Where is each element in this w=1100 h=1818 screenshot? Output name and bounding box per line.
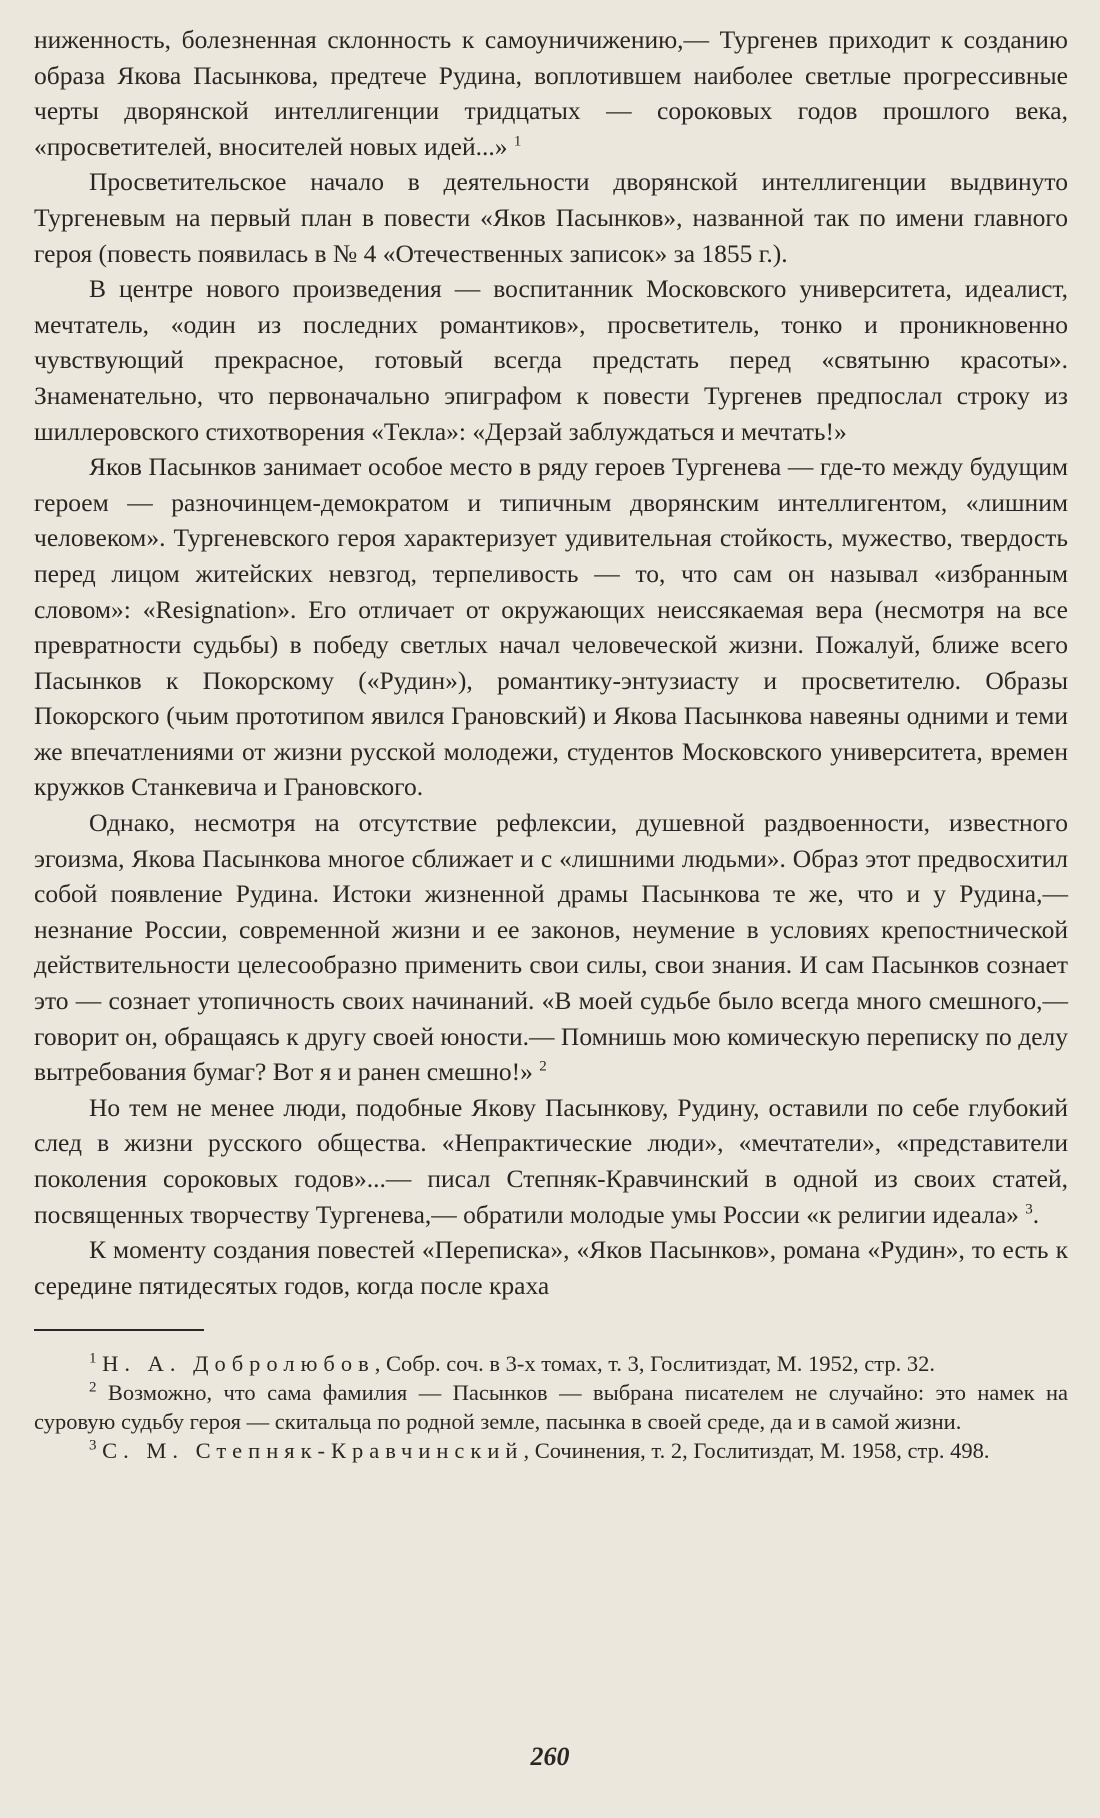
page-body (34, 22, 1068, 1465)
footnote-mark: 2 (89, 1379, 97, 1396)
paragraph-text: Яков Пасынков занимает особое место в ряду героев Тургенева — где-то между будущим героем — разночинцем-демократом и типичным дворянским интеллигентом, «лишним человеком». Тургеневского героя характеризует удивительная стойкость, мужество, твердость перед лицом житейских невзгод, терпеливость — то, что сам он называл «избранным словом»: «Resignation». Его отличает от окружающих неиссякаемая вера (несмотря на все превратности судьбы) в победу светлых начал человеческой жизни. Пожалуй, ближе всего Пасынков к Покорскому («Рудин»), романтику-энтузиасту и просветителю. Образы Покорского (чьим прототипом явился Грановский) и Якова Пасынкова навеяны одними и теми же впечатлениями от жизни русской молодежи, студентов Московского университета, времен кружков Станкевича и Грановского. (34, 452, 1068, 802)
footnote-1 (34, 1349, 1068, 1378)
footnote-ref[interactable]: 2 (539, 1058, 547, 1075)
footnote-author: Н. А. Добролюбов (102, 1351, 375, 1377)
paragraph-tail: . (1032, 1199, 1040, 1229)
paragraph-5 (34, 805, 1068, 1090)
paragraph-text: Однако, несмотря на отсутствие рефлексии, душевной раздвоенности, известного эгоизма, Якова Пасынкова многое сближает и с «лишними людьми». Образ этот предвосхитил собой появление Рудина. Истоки жизненной драмы Пасынкова те же, что и у Рудина,— незнание России, современной жизни и ее законов, неумение в условиях крепостнической действительности целесообразно применить свои силы, свои знания. И сам Пасынков сознает это — сознает утопичность своих начинаний. «В моей судьбе было всегда много смешного,— говорит он, обращаясь к другу своей юности.— Помнишь мою комическую переписку по делу вытребования бумаг? Вот я и ранен смешно!» (34, 808, 1068, 1087)
footnote-ref[interactable]: 1 (513, 133, 522, 150)
footnote-author: С. М. Степняк-Кравчинский (102, 1438, 524, 1464)
footnote-divider (34, 1329, 204, 1331)
paragraph-text: ниженность, болезненная склонность к самоуничижению,— Тургенев приходит к созданию образа Якова Пасынкова, предтече Рудина, воплотившем наиболее светлые прогрессивные черты дворянской интеллигенции тридцатых — сороковых годов прошлого века, «просветителей, вносителей новых идей...» (34, 25, 1068, 161)
footnote-ref[interactable]: 3 (1025, 1201, 1033, 1218)
footnote-text: Возможно, что сама фамилия — Пасынков — выбрана писателем не случайно: это намек на суровую судьбу героя — скитальца по родной земле, пасынка в своей среде, да и в самой жизни. (34, 1380, 1068, 1435)
paragraph-1 (34, 22, 1068, 164)
paragraph-7 (34, 1232, 1068, 1303)
footnote-2 (34, 1378, 1068, 1436)
footnote-mark: 3 (89, 1437, 97, 1454)
paragraph-text: Просветительское начало в деятельности дворянской интеллигенции выдвинуто Тургеневым на первый план в повести «Яков Пасынков», названной так по имени главного героя (повесть появилась в № 4 «Отечественных записок» за 1855 г.). (34, 167, 1068, 268)
page-number: 260 (530, 1742, 570, 1771)
paragraph-text: К моменту создания повестей «Переписка», «Яков Пасынков», романа «Рудин», то есть к середине пятидесятых годов, когда после краха (34, 1235, 1068, 1300)
paragraph-3 (34, 271, 1068, 449)
paragraph-text: Но тем не менее люди, подобные Якову Пасынкову, Рудину, оставили по себе глубокий след в жизни русского общества. «Непрактические люди», «мечтатели», «представители поколения сороковых годов»...— писал Степняк-Кравчинский в одной из своих статей, посвященных творчеству Тургенева,— обратили молодые умы России «к религии идеала» (34, 1092, 1068, 1229)
footnote-text: , Собр. соч. в 3-х томах, т. 3, Гослитиздат, М. 1952, стр. 32. (374, 1351, 936, 1377)
footnote-3 (34, 1436, 1068, 1465)
footnote-text: , Сочинения, т. 2, Гослитиздат, М. 1958, стр. 498. (523, 1438, 990, 1464)
footnote-mark: 1 (89, 1350, 97, 1367)
paragraph-2 (34, 164, 1068, 271)
paragraph-6 (34, 1090, 1068, 1232)
paragraph-4 (34, 449, 1068, 805)
paragraph-text: В центре нового произведения — воспитанник Московского университета, идеалист, мечтатель, «один из последних романтиков», просветитель, тонко и проникновенно чувствующий прекрасное, готовый всегда предстать перед «святыню красоты». Знаменательно, что первоначально эпиграфом к повести Тургенев предпослал строку из шиллеровского стихотворения «Текла»: «Дерзай заблуждаться и мечтать!» (34, 274, 1068, 446)
